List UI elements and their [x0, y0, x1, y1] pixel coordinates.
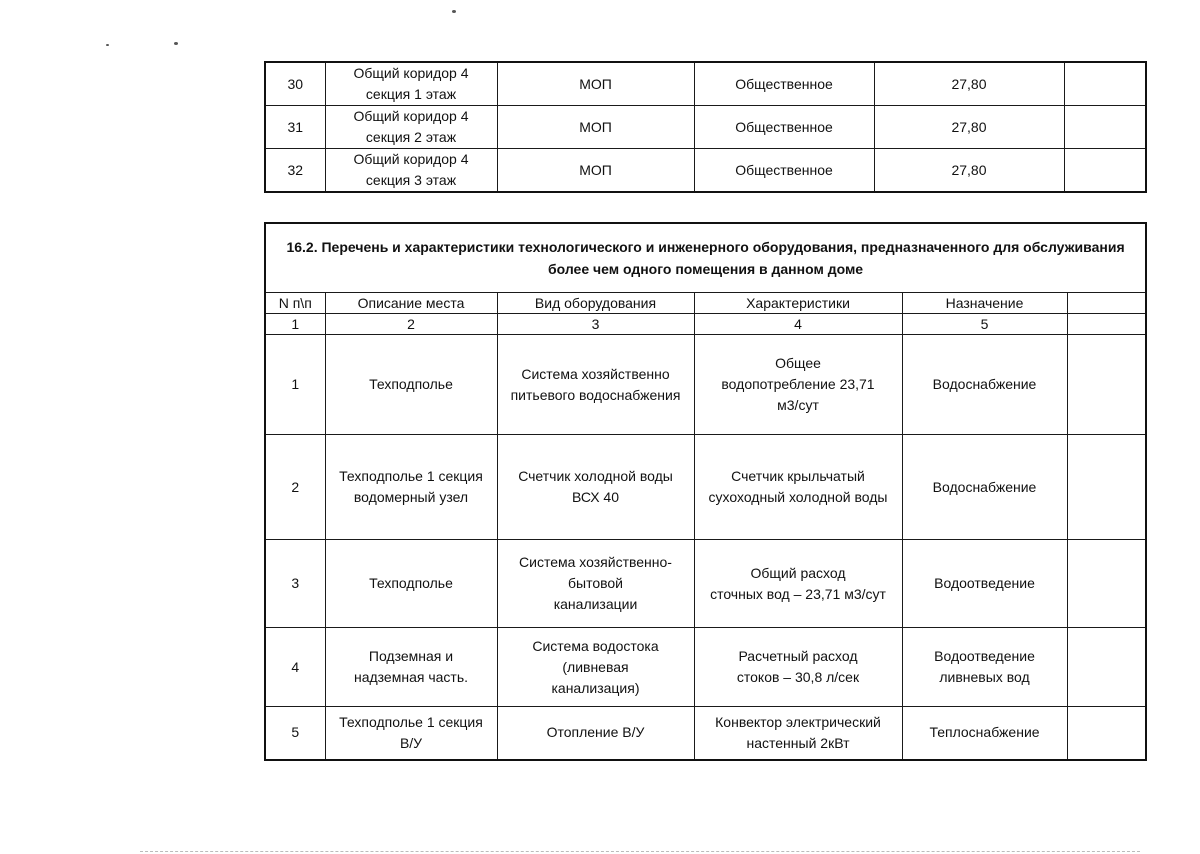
cell-n: 2 [265, 435, 325, 540]
cell-place: Техподполье 1 секция В/У [325, 707, 497, 760]
header-cell: Описание места [325, 293, 497, 314]
cell-place: Техподполье 1 секция водомерный узел [325, 435, 497, 540]
header-cell: Вид оборудования [497, 293, 694, 314]
header-cell: Характеристики [694, 293, 902, 314]
cell-equipment: Система хозяйственно- бытовой канализации [497, 540, 694, 628]
cell-extra [1067, 540, 1146, 628]
section-title: 16.2. Перечень и характеристики технологического и инженерного оборудования, предназначенного для обслуживания более чем одного помещения в данном доме [265, 223, 1146, 293]
table-row [265, 106, 1146, 149]
cell-type: МОП [497, 149, 694, 193]
cell-area: 27,80 [874, 62, 1064, 106]
rooms-table-body [265, 62, 1146, 192]
scan-edge-line [140, 851, 1140, 852]
cell-name: Общий коридор 4 секция 2 этаж [325, 106, 497, 149]
table-row [265, 149, 1146, 193]
table-row [265, 435, 1146, 540]
cell-category: Общественное [694, 106, 874, 149]
cell-extra [1064, 62, 1146, 106]
header-row [265, 293, 1146, 314]
cell-purpose: Водоотведение [902, 540, 1067, 628]
cell-purpose: Водоснабжение [902, 435, 1067, 540]
cell-equipment: Система хозяйственно питьевого водоснабжения [497, 335, 694, 435]
table-row [265, 540, 1146, 628]
cell-extra [1064, 149, 1146, 193]
cell-name: Общий коридор 4 секция 3 этаж [325, 149, 497, 193]
cell-n: 4 [265, 628, 325, 707]
column-number: 3 [497, 314, 694, 335]
cell-n: 3 [265, 540, 325, 628]
cell-place: Техподполье [325, 335, 497, 435]
cell-equipment: Система водостока (ливневая канализация) [497, 628, 694, 707]
cell-n: 32 [265, 149, 325, 193]
column-number: 2 [325, 314, 497, 335]
table-row [265, 707, 1146, 760]
header-cell: N п\п [265, 293, 325, 314]
cell-specs: Общий расход сточных вод – 23,71 м3/сут [694, 540, 902, 628]
cell-extra [1064, 106, 1146, 149]
cell-extra [1067, 335, 1146, 435]
cell-type: МОП [497, 106, 694, 149]
column-number: 4 [694, 314, 902, 335]
cell-place: Подземная и надземная часть. [325, 628, 497, 707]
cell-n: 1 [265, 335, 325, 435]
table-row [265, 628, 1146, 707]
cell-area: 27,80 [874, 149, 1064, 193]
equipment-table-body [265, 223, 1146, 760]
cell-purpose: Водоснабжение [902, 335, 1067, 435]
column-number-row [265, 314, 1146, 335]
cell-specs: Общее водопотребление 23,71 м3/сут [694, 335, 902, 435]
cell-name: Общий коридор 4 секция 1 этаж [325, 62, 497, 106]
cell-type: МОП [497, 62, 694, 106]
header-cell [1067, 293, 1146, 314]
cell-extra [1067, 435, 1146, 540]
cell-purpose: Водоотведение ливневых вод [902, 628, 1067, 707]
cell-specs: Расчетный расход стоков – 30,8 л/сек [694, 628, 902, 707]
cell-extra [1067, 707, 1146, 760]
cell-category: Общественное [694, 149, 874, 193]
column-number: 1 [265, 314, 325, 335]
scan-speck [452, 10, 456, 13]
equipment-table [264, 222, 1147, 761]
cell-purpose: Теплоснабжение [902, 707, 1067, 760]
scan-speck [174, 42, 178, 45]
column-number [1067, 314, 1146, 335]
cell-n: 30 [265, 62, 325, 106]
cell-n: 31 [265, 106, 325, 149]
scan-speck [106, 44, 109, 46]
cell-n: 5 [265, 707, 325, 760]
column-number: 5 [902, 314, 1067, 335]
cell-equipment: Счетчик холодной воды ВСХ 40 [497, 435, 694, 540]
cell-area: 27,80 [874, 106, 1064, 149]
cell-extra [1067, 628, 1146, 707]
cell-place: Техподполье [325, 540, 497, 628]
cell-specs: Счетчик крыльчатый сухоходный холодной воды [694, 435, 902, 540]
header-cell: Назначение [902, 293, 1067, 314]
table-row [265, 335, 1146, 435]
cell-specs: Конвектор электрический настенный 2кВт [694, 707, 902, 760]
cell-equipment: Отопление В/У [497, 707, 694, 760]
rooms-table [264, 61, 1147, 193]
cell-category: Общественное [694, 62, 874, 106]
table-row [265, 62, 1146, 106]
